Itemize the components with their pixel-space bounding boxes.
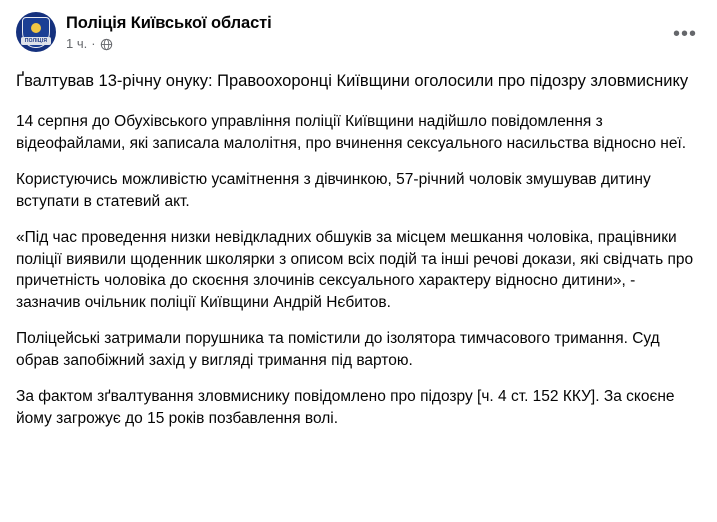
post-paragraph-1: 14 серпня до Обухівського управління поліції Київщини надійшло повідомлення з відеофайлами, які записала малолітня, про вчинення сексуального насильства відносно неї.: [16, 113, 687, 152]
page-name[interactable]: Поліція Київської області: [66, 14, 272, 32]
avatar-ribbon-label: ПОЛІЦІЯ: [21, 37, 51, 45]
post-paragraph-2: Користуючись можливістю усамітнення з дівчинкою, 57-річний чоловік змушував дитину вступати в статевий акт.: [16, 171, 651, 210]
post-header-text: [66, 12, 272, 52]
post-body: [16, 70, 701, 429]
post-headline: Ґвалтував 13-річну онуку: Правоохоронці Київщини оголосили про підозру зловмиснику: [16, 72, 689, 90]
post-paragraph-5: За фактом зґвалтування зловмиснику повідомлено про підозру [ч. 4 ст. 152 ККУ]. За скоєне йому загрожує до 15 років позбавлення волі.: [16, 388, 675, 427]
post-meta: [66, 36, 272, 52]
post-timestamp[interactable]: 1 ч.: [66, 36, 88, 51]
avatar[interactable]: [16, 12, 56, 52]
globe-icon[interactable]: [100, 38, 113, 51]
more-options-button[interactable]: •••: [672, 23, 697, 45]
post-paragraph-4: Поліцейські затримали порушника та помістили до ізолятора тимчасового тримання. Суд обрав запобіжний захід у вигляді тримання під вартою.: [16, 330, 660, 369]
post-header: [16, 12, 701, 56]
meta-separator: ·: [91, 36, 96, 51]
post-paragraph-3: «Під час проведення низки невідкладних обшуків за місцем мешкання чоловіка, працівники поліції виявили щоденник школярки з описом всіх подій та інші речові докази, які свідчать про причетність чоловіка до скоєння злочинів сексуального характеру відносно дитини», - зазначив очільник поліції Київщини Андрій Нєбитов.: [16, 229, 694, 311]
